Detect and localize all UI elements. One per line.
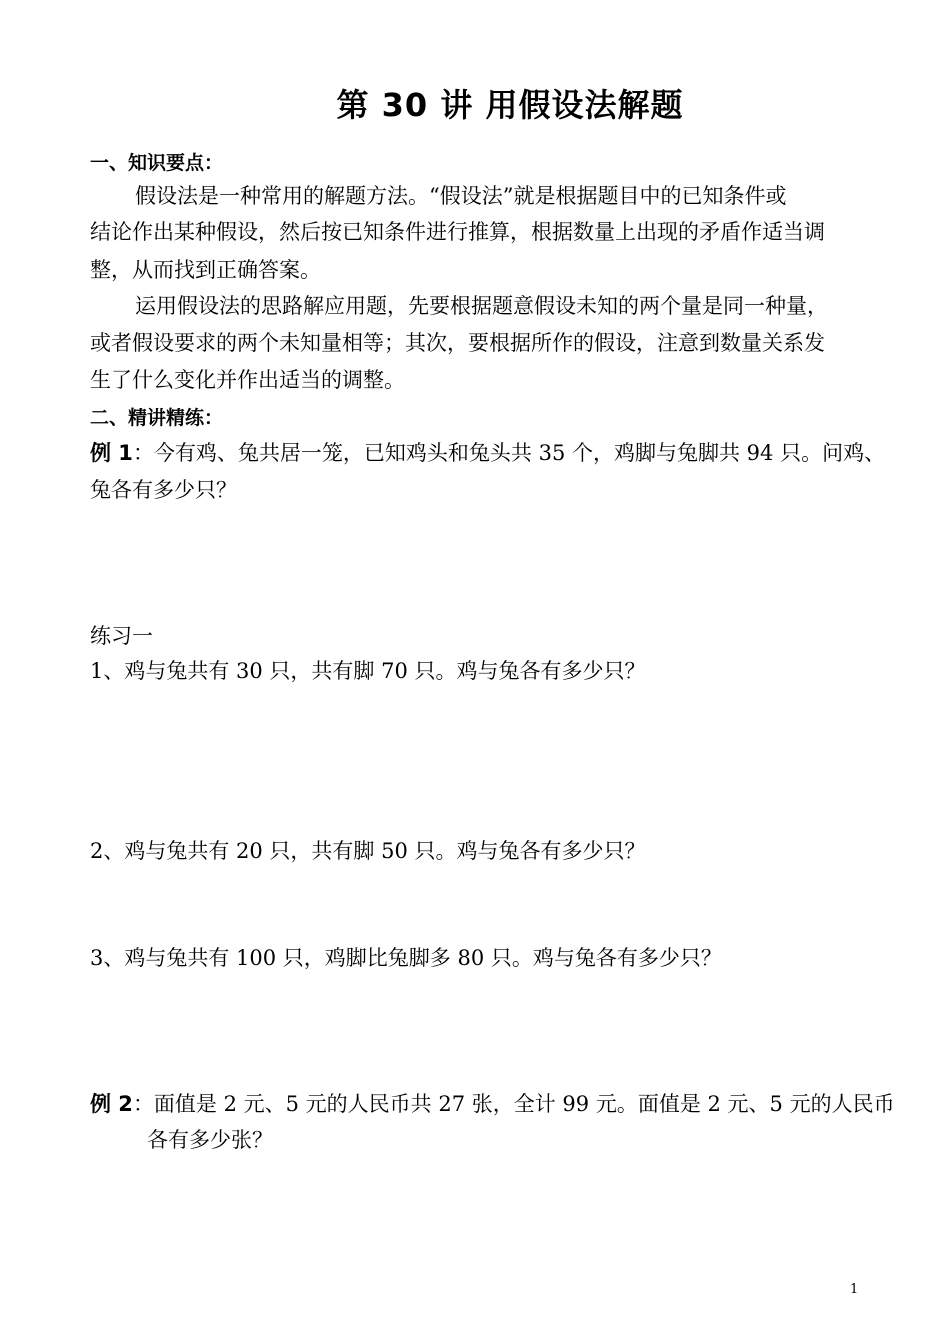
example-2-text: ：面值是 2 元、5 元的人民币共 27 张，全计 99 元。面值是 2 元、5 元的人民币 [132, 1092, 895, 1116]
paragraph-line: 结论作出某种假设，然后按已知条件进行推算，根据数量上出现的矛盾作适当调 [90, 220, 825, 244]
paragraph-line: 整，从而找到正确答案。 [90, 258, 321, 282]
paragraph-line: 生了什么变化并作出适当的调整。 [90, 368, 405, 392]
section-heading-knowledge: 一、知识要点： [90, 152, 224, 174]
practice-question-3: 3、鸡与兔共有 100 只，鸡脚比兔脚多 80 只。鸡与兔各有多少只？ [90, 946, 722, 970]
section-heading-practice: 二、精讲精练： [90, 407, 224, 429]
paragraph-line: 假设法是一种常用的解题方法。“假设法”就是根据题目中的已知条件或 [135, 184, 787, 208]
paragraph-line: 或者假设要求的两个未知量相等；其次，要根据所作的假设，注意到数量关系发 [90, 331, 825, 355]
example-2-label: 例 2 [90, 1092, 133, 1116]
practice-question-1: 1、鸡与兔共有 30 只，共有脚 70 只。鸡与兔各有多少只？ [90, 659, 646, 683]
page-title: 第 30 讲 用假设法解题 [336, 86, 684, 124]
example-2-line [90, 1086, 895, 1122]
practice-question-2: 2、鸡与兔共有 20 只，共有脚 50 只。鸡与兔各有多少只？ [90, 839, 646, 863]
example-1-line [90, 435, 886, 471]
paragraph-line: 运用假设法的思路解应用题，先要根据题意假设未知的两个量是同一种量， [135, 294, 828, 318]
practice-title: 练习一 [90, 624, 153, 648]
page-number: 1 [850, 1282, 859, 1297]
example-1-line: 兔各有多少只？ [90, 478, 237, 502]
example-1-text: ：今有鸡、兔共居一笼，已知鸡头和兔头共 35 个，鸡脚与兔脚共 94 只。问鸡、 [132, 441, 886, 465]
example-2-line: 各有多少张？ [147, 1128, 273, 1152]
example-1-label: 例 1 [90, 441, 133, 465]
